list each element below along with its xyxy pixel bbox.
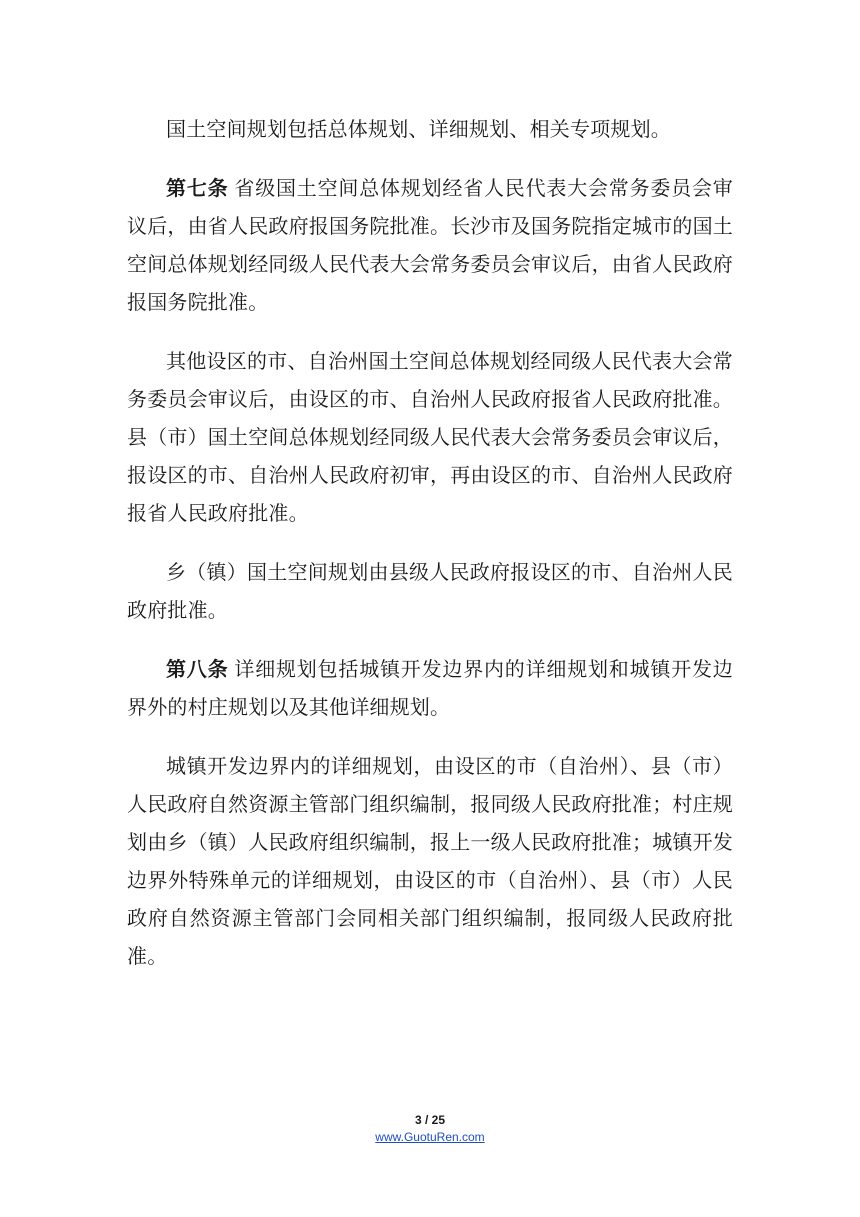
paragraph-township-approval	[127, 553, 733, 629]
page-number: 3 / 25	[414, 1113, 446, 1127]
article-7-paragraph	[127, 169, 733, 321]
paragraph-text: 城镇开发边界内的详细规划，由设区的市（自治州）、县（市）人民政府自然资源主管部门组织编制，报同级人民政府批准；村庄规划由乡（镇）人民政府组织编制，报上一级人民政府批准；城镇开发边界外特殊单元的详细规划，由设区的市（自治州）、县（市）人民政府自然资源主管部门会同相关部门组织编制，报同级人民政府批准。	[127, 754, 733, 968]
paragraph-scope	[127, 110, 733, 148]
paragraph-text: 国土空间规划包括总体规划、详细规划、相关专项规划。	[166, 117, 671, 141]
page-footer	[0, 1112, 860, 1146]
paragraph-city-county-approval	[127, 342, 733, 532]
article-8-paragraph	[127, 650, 733, 726]
article-number: 第七条	[166, 176, 229, 200]
article-number: 第八条	[166, 657, 229, 681]
document-body	[127, 110, 733, 996]
website-link[interactable]: www.GuotuRen.com	[375, 1130, 485, 1144]
paragraph-text: 其他设区的市、自治州国土空间总体规划经同级人民代表大会常务委员会审议后，由设区的市、自治州人民政府报省人民政府批准。县（市）国土空间总体规划经同级人民代表大会常务委员会审议后，报设区的市、自治州人民政府初审，再由设区的市、自治州人民政府报省人民政府批准。	[127, 349, 733, 525]
paragraph-detailed-planning	[127, 747, 733, 975]
paragraph-text: 详细规划包括城镇开发边界内的详细规划和城镇开发边界外的村庄规划以及其他详细规划。	[127, 657, 733, 719]
paragraph-text: 乡（镇）国土空间规划由县级人民政府报设区的市、自治州人民政府批准。	[127, 560, 733, 622]
paragraph-text: 省级国土空间总体规划经省人民代表大会常务委员会审议后，由省人民政府报国务院批准。长沙市及国务院指定城市的国土空间总体规划经同级人民代表大会常务委员会审议后，由省人民政府报国务院批准。	[127, 176, 733, 314]
